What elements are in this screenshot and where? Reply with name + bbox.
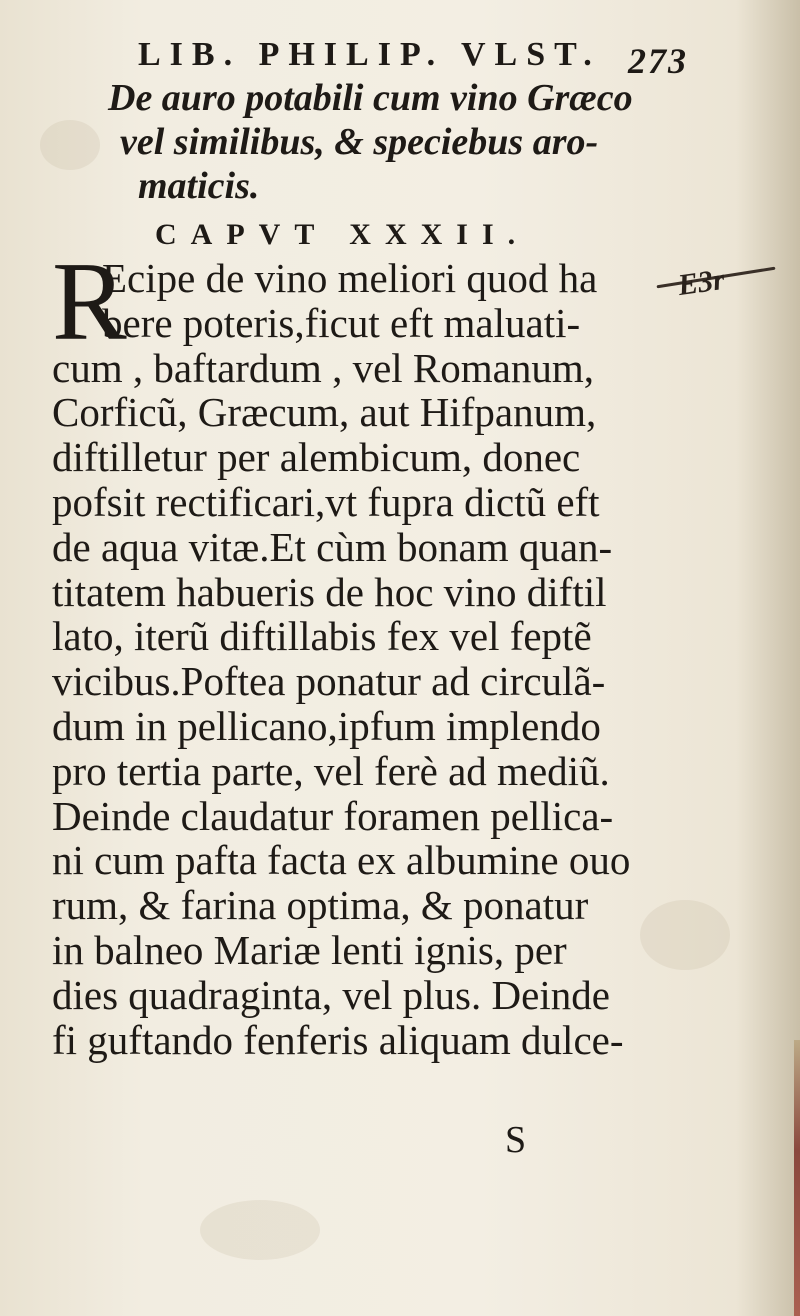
chapter-title-line: vel similibus, & speciebus aro-	[120, 121, 599, 163]
body-line: pro tertia parte, vel ferè ad mediũ.	[52, 747, 610, 794]
chapter-title	[108, 76, 668, 208]
paper-stain	[200, 1200, 320, 1260]
body-line: diftilletur per alembicum, donec	[52, 434, 581, 481]
body-line: rum, & farina optima, & ponatur	[52, 882, 589, 929]
body-text	[52, 256, 672, 1062]
body-line: Ecipe de vino meliori quod ha	[102, 255, 598, 301]
page-edge-strip	[794, 1040, 800, 1316]
chapter-heading: CAPVT XXXII.	[155, 218, 530, 251]
body-line: in balneo Mariæ lenti ignis, per	[52, 926, 567, 973]
body-line: dies quadraginta, vel plus. Deinde	[52, 971, 610, 1018]
catchword: S	[505, 1119, 527, 1161]
body-line: Deinde claudatur foramen pellica-	[52, 792, 614, 839]
body-line: ni cum pafta facta ex albumine ouo	[52, 837, 631, 884]
body-line: cum , baftardum , vel Romanum,	[52, 344, 594, 391]
body-line: pofsit rectificari,vt fupra dictũ eft	[52, 478, 600, 525]
body-line: bere poteris,ficut eft maluati-	[102, 299, 581, 346]
paper-stain	[40, 120, 100, 170]
running-head-title: LIB. PHILIP. VLST.	[138, 36, 601, 73]
body-line: dum in pellicano,ipfum implendo	[52, 702, 601, 749]
drop-cap: R	[52, 240, 127, 364]
body-line: vicibus.Poftea ponatur ad circulã-	[52, 658, 606, 705]
margin-annotation: E3r	[675, 262, 727, 303]
page-number: 273	[628, 41, 688, 81]
body-line: titatem habueris de hoc vino diftil	[52, 568, 607, 615]
chapter-title-line: De auro potabili cum vino Græco	[108, 77, 633, 119]
body-line: de aqua vitæ.Et cùm bonam quan-	[52, 523, 613, 570]
body-line: fi guftando fenferis aliquam dulce-	[52, 1016, 624, 1063]
chapter-title-line: maticis.	[138, 165, 260, 207]
body-line: Corficũ, Græcum, aut Hifpanum,	[52, 389, 597, 436]
running-head	[118, 36, 718, 80]
body-line: lato, iterũ diftillabis fex vel feptẽ	[52, 613, 592, 660]
